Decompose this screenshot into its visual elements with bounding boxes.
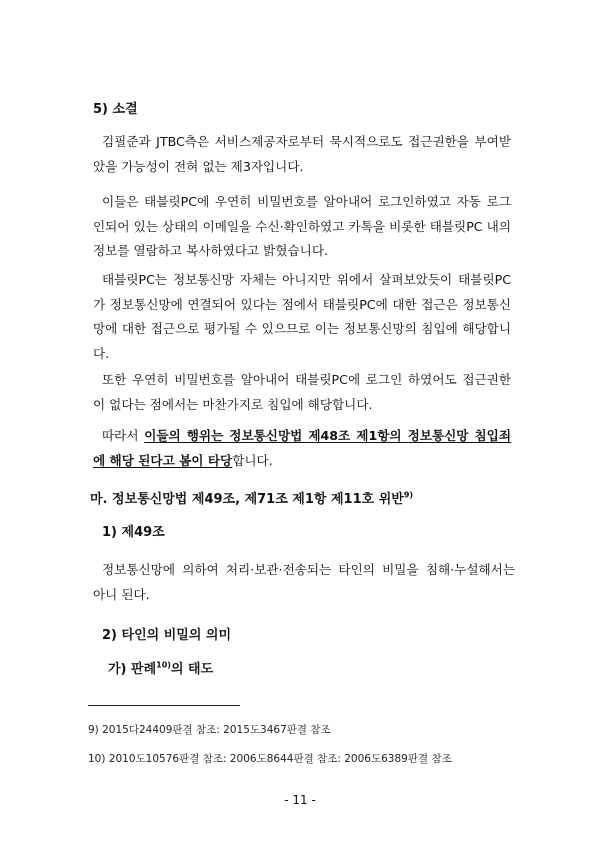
article-49-text: 정보통신망에 의하여 처리·보관·전송되는 타인의 비밀을 침해·누설해서는 아니 된다. [93, 562, 515, 602]
section-heading-5: 5) 소결 [93, 102, 138, 117]
paragraph-3: 태블릿PC는 정보통신망 자체는 아니지만 위에서 살펴보았듯이 태블릿PC가 정보통신망에 연결되어 있다는 점에서 태블릿PC에 대한 접근은 정보통신망에 대한 접근으로 평가될 수 있으므로 이는 정보통신망의 침입에 해당합니다. [93, 272, 511, 361]
conclusion-emphasis: 이들의 행위는 정보통신망법 제48조 제1항의 정보통신망 침입죄에 해당 된다고 봄이 타당 [93, 428, 512, 468]
section-heading-ma: 마. 정보통신망법 제49조, 제71조 제1항 제11호 위반$^{9)}$ [90, 490, 414, 507]
page-number: - 11 - [284, 793, 316, 807]
subheading-precedent: 가) 판례$^{10)}$의 태도 [108, 660, 214, 677]
subheading-secret-meaning: 2) 타인의 비밀의 의미 [102, 628, 232, 643]
footnote-ref-9: 9) [403, 490, 414, 500]
footnote-9: 9) 2015다24409판결 참조: 2015도3467판결 참조 [88, 724, 331, 736]
footnote-ref-10: 10) [156, 660, 171, 670]
paragraph-2: 이들은 태블릿PC에 우연히 비밀번호를 알아내어 로그인하였고 자동 로그인되어 있는 상태의 이메일을 수신·확인하였고 카톡을 비롯한 태블릿PC 내의 정보를 열람하고 복사하였다고 밝혔습니다. [93, 194, 511, 259]
conclusion-paragraph: 따라서 이들의 행위는 정보통신망법 제48조 제1항의 정보통신망 침입죄에 해당 된다고 봄이 타당합니다. [93, 428, 512, 468]
paragraph-1: 김필준과 JTBC측은 서비스제공자로부터 묵시적으로도 접근권한을 부여받았을 가능성이 전혀 없는 제3자입니다. [93, 134, 511, 174]
footnote-divider [88, 705, 240, 706]
subheading-art49: 1) 제49조 [102, 525, 165, 540]
paragraph-4: 또한 우연히 비밀번호를 알아내어 태블릿PC에 로그인 하였어도 접근권한이 없다는 점에서는 마찬가지로 침입에 해당합니다. [93, 372, 511, 412]
footnote-10: 10) 2010도10576판결 참조: 2006도8644판결 참조: 2006도6389판결 참조 [88, 753, 452, 765]
